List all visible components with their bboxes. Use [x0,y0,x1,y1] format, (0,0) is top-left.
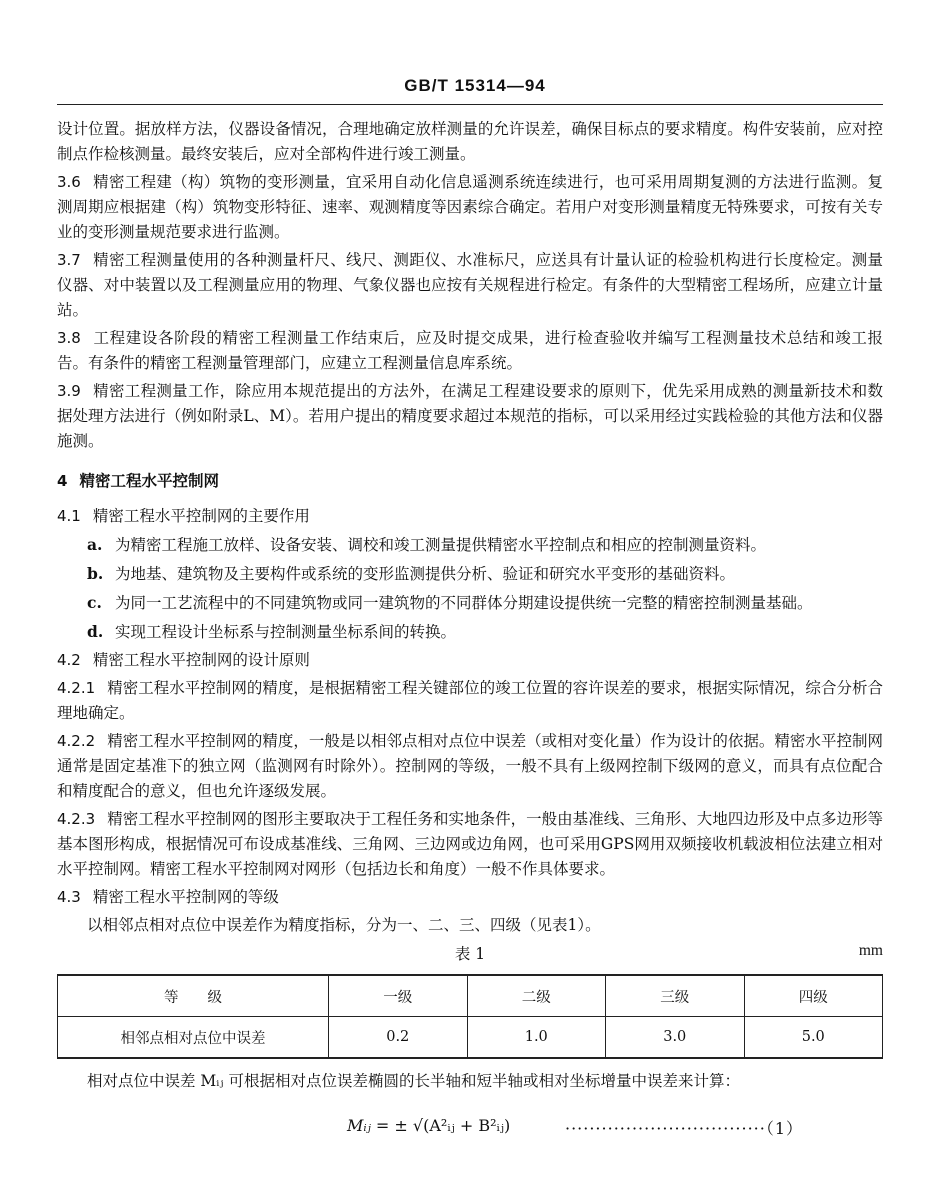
standard-code-header: GB/T 15314—94 [404,76,546,95]
clause-number: 4.1 [57,507,81,525]
clause-4-1 [57,504,883,529]
table-cell: 3.0 [606,1017,745,1059]
section-4-heading [57,468,883,494]
clause-text: 工程建设各阶段的精密工程测量工作结束后，应及时提交成果，进行检查验收并编写工程测量技术总结和竣工报告。有条件的精密工程测量管理部门，应建立工程测量信息库系统。 [57,329,883,372]
clause-4-2-2 [57,729,883,804]
clause-title: 精密工程水平控制网的设计原则 [92,651,310,669]
item-text: 为同一工艺流程中的不同建筑物或同一建筑物的不同群体分期建设提供统一完整的精密控制测量基础。 [115,594,813,612]
list-item-c [57,590,883,616]
table-header-cell: 三级 [606,975,745,1017]
clause-number: 3.9 [57,382,81,400]
clause-3-8 [57,326,883,376]
after-table-text: 相对点位中误差 Mᵢⱼ 可根据相对点位误差椭圆的长半轴和短半轴或相对坐标增量中误差来计算： [87,1072,740,1090]
formula-lhs: Mᵢⱼ [347,1116,371,1135]
clause-number: 3.7 [57,251,81,269]
table-cell: 5.0 [744,1017,883,1059]
clause-number: 4.3 [57,888,81,906]
header-rule [57,104,883,105]
clause-number: 4.2.3 [57,810,96,828]
paragraph-text: 设计位置。据放样方法，仪器设备情况，合理地确定放样测量的允许误差，确保目标点的要求精度。构件安装前，应对控制点作检核测量。最终安装后，应对全部构件进行竣工测量。 [57,120,883,163]
clause-title: 精密工程水平控制网的主要作用 [92,507,310,525]
table-cell: 相邻点相对点位中误差 [58,1017,329,1059]
clause-4-3 [57,885,883,910]
list-item-a [57,532,883,558]
clause-text: 精密工程水平控制网的图形主要取决于工程任务和实地条件，一般由基准线、三角形、大地四边形及中点多边形等基本图形构成，根据情况可布设成基准线、三角网、三边网或边角网，也可采用GPS网用双频接收机载波相位法建立相对水平控制网。精密工程水平控制网对网形（包括边长和角度）一般不作具体要求。 [57,810,883,878]
clause-number: 4.2 [57,651,81,669]
clause-text: 精密工程测量使用的各种测量杆尺、线尺、测距仪、水准标尺，应送具有计量认证的检验机构进行长度检定。测量仪器、对中装置以及工程测量应用的物理、气象仪器也应按有关规程进行检定。有条件的大型精密工程场所，应建立计量站。 [57,251,883,319]
clause-text: 精密工程建（构）筑物的变形测量，宜采用自动化信息遥测系统连续进行，也可采用周期复测的方法进行监测。复测周期应根据建（构）筑物变形特征、速率、观测精度等因素综合确定。若用户对变形测量精度无特殊要求，可按有关专业的变形测量规范要求进行监测。 [57,173,883,241]
clause-3-9 [57,379,883,454]
formula-number: （1） [765,1119,804,1138]
clause-title: 精密工程水平控制网的等级 [92,888,279,906]
formula-1 [57,1110,883,1150]
list-item-b [57,561,883,587]
formula-expression [347,1116,510,1135]
item-text: 为地基、建筑物及主要构件或系统的变形监测提供分析、验证和研究水平变形的基础资料。 [115,565,736,583]
page-body [57,117,883,1150]
grade-table [57,974,883,1059]
clause-3-7 [57,248,883,323]
list-item-d [57,619,883,645]
table-cell: 0.2 [329,1017,468,1059]
clause-number: 3.6 [57,173,81,191]
table-header-row [58,975,883,1017]
item-text: 实现工程设计坐标系与控制测量坐标系间的转换。 [115,623,457,641]
clause-4-3-intro: 以相邻点相对点位中误差作为精度指标，分为一、二、三、四级（见表1）。 [87,916,601,934]
clause-4-2-3 [57,807,883,882]
table-header-cell: 四级 [744,975,883,1017]
clause-text: 精密工程水平控制网的精度，一般是以相邻点相对点位中误差（或相对变化量）作为设计的依据。精密水平控制网通常是固定基准下的独立网（监测网有时除外）。控制网的等级，一般不具有上级网控制下级网的意义，而具有点位配合和精度配合的意义，但也允许逐级发展。 [57,732,883,800]
table-header-cell: 一级 [329,975,468,1017]
clause-number: 4.2.1 [57,679,96,697]
item-lead: b. [87,564,104,583]
formula-dots: ································· [565,1119,766,1138]
clause-number: 4.2.2 [57,732,96,750]
clause-4-2 [57,648,883,673]
paragraph-continued [57,117,883,167]
formula-leader [565,1116,803,1139]
clause-text: 精密工程测量工作，除应用本规范提出的方法外，在满足工程建设要求的原则下，优先采用成熟的测量新技术和数据处理方法进行（例如附录L、M）。若用户提出的精度要求超过本规范的指标，可以采用经过实践检验的其他方法和仪器施测。 [57,382,883,450]
item-lead: a. [87,535,103,554]
table-header-cell: 二级 [467,975,606,1017]
clause-4-2-1 [57,676,883,726]
table-cell: 1.0 [467,1017,606,1059]
table-header-cell: 等 级 [58,975,329,1017]
item-lead: d. [87,622,104,641]
clause-3-6 [57,170,883,245]
table-unit: mm [858,942,883,959]
section-number: 4 [57,472,68,490]
item-text: 为精密工程施工放样、设备安装、调校和竣工测量提供精密水平控制点和相应的控制测量资料。 [115,536,767,554]
formula-rhs: = ± √(A²ᵢⱼ + B²ᵢⱼ) [375,1116,511,1135]
table-caption-row [57,942,883,968]
item-lead: c. [87,593,102,612]
section-title: 精密工程水平控制网 [79,471,219,490]
table-caption: 表 1 [454,945,486,963]
clause-number: 3.8 [57,329,81,347]
clause-text: 精密工程水平控制网的精度，是根据精密工程关键部位的竣工位置的容许误差的要求，根据实际情况，综合分析合理地确定。 [57,679,883,722]
table-row [58,1017,883,1059]
